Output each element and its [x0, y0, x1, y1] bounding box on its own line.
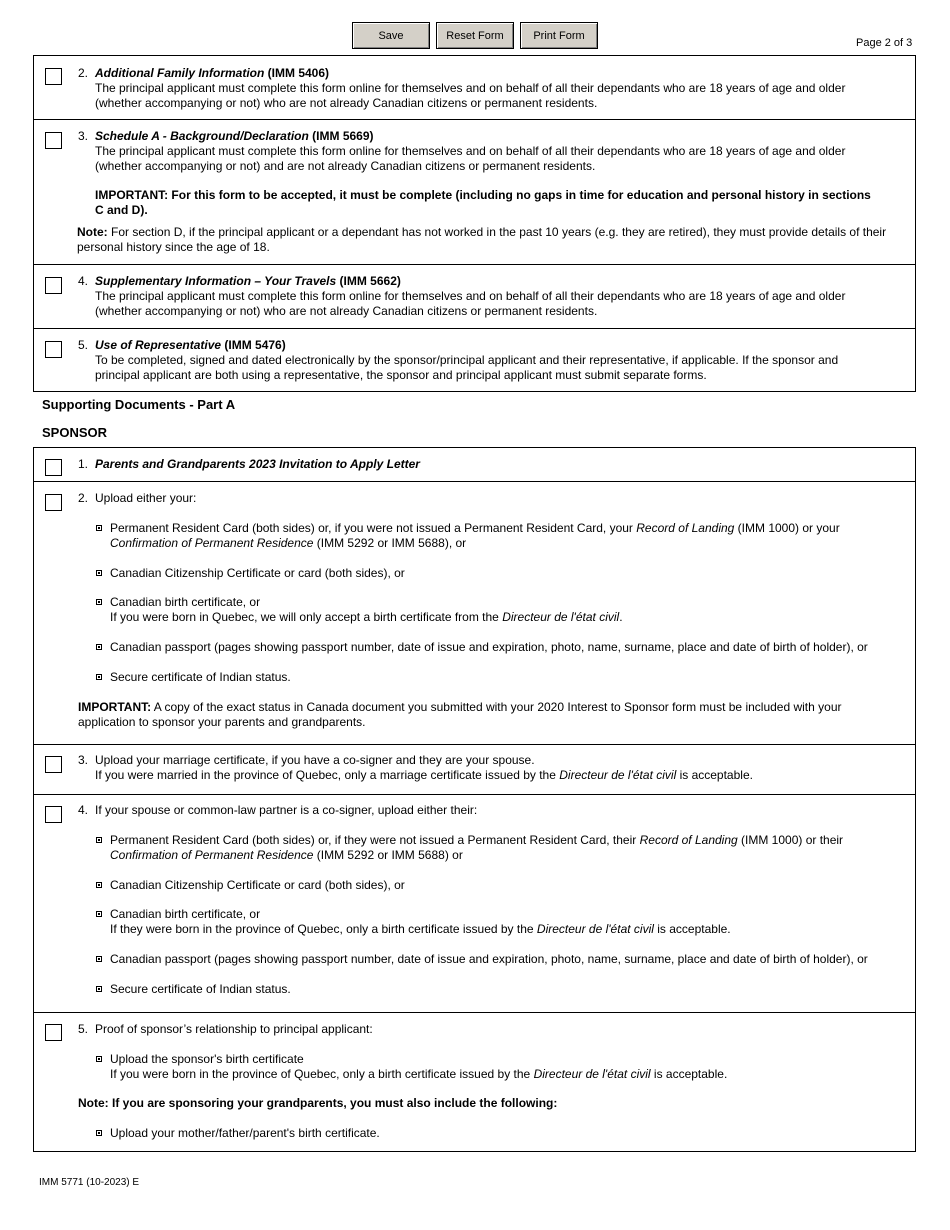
bullet-text: Confirmation of Permanent Residence (IMM 5292 or IMM 5688) or [110, 848, 463, 862]
bullet-text: Upload the sponsor's birth certificate [110, 1052, 304, 1066]
item-code: (IMM 5662) [336, 274, 401, 288]
bullet-icon [96, 599, 102, 605]
checkbox-imm5476[interactable] [45, 341, 62, 358]
item-number: 4. [78, 803, 89, 817]
bullet-icon [96, 674, 102, 680]
item-intro: Proof of sponsor’s relationship to principal applicant: [95, 1022, 373, 1036]
item-intro: Upload your marriage certificate, if you have a co-signer and they are your spouse. [95, 753, 535, 767]
checkbox-imm5669[interactable] [45, 132, 62, 149]
page-number: Page 2 of 3 [856, 37, 913, 49]
form-code: IMM 5771 (10-2023) E [39, 1177, 140, 1188]
item-number: 3. [78, 129, 89, 143]
item-number: 2. [78, 66, 89, 80]
print-form-button[interactable]: Print Form [520, 22, 598, 49]
item-title: Parents and Grandparents 2023 Invitation to Apply Letter [95, 457, 420, 471]
item-title-line [95, 66, 329, 81]
bullet-icon [96, 570, 102, 576]
note-text: personal history since the age of 18. [77, 240, 270, 254]
bullet-icon [96, 1130, 102, 1136]
item-title: Additional Family Information [95, 66, 265, 80]
checklist-item-imm5669 [34, 119, 915, 264]
sponsor-item-3 [34, 744, 915, 794]
forms-checklist [33, 55, 916, 392]
item-description: (whether accompanying or not) who are not already Canadian citizens or permanent residents. [95, 96, 598, 110]
bullet-text: Canadian birth certificate, or [110, 907, 261, 921]
item-description: To be completed, signed and dated electronically by the sponsor/principal applicant and their representative, if applicable. If the sponsor and [95, 353, 839, 367]
item-title: Supplementary Information – Your Travels [95, 274, 337, 288]
reset-form-button[interactable]: Reset Form [436, 22, 514, 49]
bullet-text: If they were born in the province of Quebec, only a birth certificate issued by the Directeur de l'état civil is acceptable. [110, 922, 731, 936]
item-title-line [95, 338, 286, 353]
item-title-line [95, 274, 401, 289]
sponsor-item-5 [34, 1012, 915, 1151]
bullet-text: Upload your mother/father/parent's birth certificate. [110, 1126, 380, 1140]
important-notice: IMPORTANT: A copy of the exact status in Canada document you submitted with your 2020 Interest to Sponsor form must be included with your [78, 700, 842, 714]
checklist-item-imm5406 [34, 56, 915, 119]
section-title: Supporting Documents - Part A [42, 397, 236, 412]
note-label: Note: [77, 225, 108, 239]
save-button[interactable]: Save [352, 22, 430, 49]
checkbox-marriage-certificate[interactable] [45, 756, 62, 773]
subsection-title: SPONSOR [42, 425, 108, 440]
sponsor-item-4 [34, 794, 915, 1012]
item-description: The principal applicant must complete this form online for themselves and on behalf of all their dependants who are 18 years of age and older [95, 144, 846, 158]
item-description: The principal applicant must complete this form online for themselves and on behalf of all their dependants who are 18 years of age and older [95, 81, 846, 95]
checkbox-imm5406[interactable] [45, 68, 62, 85]
bullet-text: Permanent Resident Card (both sides) or, if they were not issued a Permanent Resident Card, their Record of Landing (IMM 1000) or their [110, 833, 844, 847]
item-number: 5. [78, 1022, 89, 1036]
bullet-text: Canadian Citizenship Certificate or card (both sides), or [110, 878, 405, 892]
item-number: 1. [78, 457, 89, 471]
form-toolbar [352, 22, 598, 49]
bullet-icon [96, 956, 102, 962]
bullet-text: Permanent Resident Card (both sides) or, if you were not issued a Permanent Resident Card, your Record of Landing (IMM 1000) or your [110, 521, 840, 535]
item-number: 3. [78, 753, 89, 767]
important-notice: application to sponsor your parents and grandparents. [78, 715, 366, 729]
important-notice: C and D). [95, 203, 148, 217]
checklist-item-imm5476 [34, 328, 915, 391]
sponsor-item-2 [34, 481, 915, 744]
item-title: Schedule A - Background/Declaration [95, 129, 309, 143]
bullet-icon [96, 882, 102, 888]
item-code: (IMM 5476) [221, 338, 286, 352]
item-intro: If your spouse or common-law partner is a co-signer, upload either their: [95, 803, 478, 817]
item-title: Use of Representative [95, 338, 222, 352]
item-description: If you were married in the province of Quebec, only a marriage certificate issued by the Directeur de l'état civil is acceptable. [95, 768, 753, 782]
note-line [77, 225, 886, 240]
bullet-icon [96, 986, 102, 992]
note-text: For section D, if the principal applicant or a dependant has not worked in the past 10 years (e.g. they are retired), they must provide details of their [107, 225, 887, 239]
bullet-text: Canadian birth certificate, or [110, 595, 261, 609]
bullet-icon [96, 1056, 102, 1062]
item-description: (whether accompanying or not) and are not already Canadian citizens or permanent residents. [95, 159, 596, 173]
bullet-icon [96, 525, 102, 531]
bullet-text: If you were born in the province of Quebec, only a birth certificate issued by the Directeur de l'état civil is acceptable. [110, 1067, 728, 1081]
bullet-icon [96, 837, 102, 843]
item-description: The principal applicant must complete this form online for themselves and on behalf of all their dependants who are 18 years of age and older [95, 289, 846, 303]
bullet-text: If you were born in Quebec, we will only accept a birth certificate from the Directeur de l'état civil. [110, 610, 623, 624]
note-text: Note: If you are sponsoring your grandparents, you must also include the following: [78, 1096, 558, 1110]
bullet-text: Secure certificate of Indian status. [110, 670, 291, 684]
checklist-item-imm5662 [34, 264, 915, 328]
item-description: (whether accompanying or not) who are not already Canadian citizens or permanent residents. [95, 304, 598, 318]
item-number: 5. [78, 338, 89, 352]
item-code: (IMM 5406) [264, 66, 330, 80]
bullet-text: Canadian passport (pages showing passport number, date of issue and expiration, photo, name, surname, place and date of birth of holder), or [110, 952, 868, 966]
important-notice: IMPORTANT: For this form to be accepted, it must be complete (including no gaps in time for education and personal history in sections [95, 188, 871, 202]
bullet-icon [96, 644, 102, 650]
bullet-text: Secure certificate of Indian status. [110, 982, 291, 996]
checkbox-invitation-letter[interactable] [45, 459, 62, 476]
checkbox-relationship-proof[interactable] [45, 1024, 62, 1041]
checkbox-imm5662[interactable] [45, 277, 62, 294]
item-number: 2. [78, 491, 89, 505]
bullet-text: Canadian passport (pages showing passport number, date of issue and expiration, photo, name, surname, place and date of birth of holder), or [110, 640, 868, 654]
sponsor-checklist [33, 447, 916, 1152]
bullet-icon [96, 911, 102, 917]
item-description: principal applicant are both using a representative, the sponsor and principal applicant must submit separate forms. [95, 368, 707, 382]
checkbox-cosigner-status[interactable] [45, 806, 62, 823]
sponsor-item-1 [34, 448, 915, 481]
item-intro: Upload either your: [95, 491, 197, 505]
checkbox-status-document[interactable] [45, 494, 62, 511]
item-code: (IMM 5669) [308, 129, 374, 143]
bullet-text: Confirmation of Permanent Residence (IMM 5292 or IMM 5688), or [110, 536, 467, 550]
item-number: 4. [78, 274, 89, 288]
bullet-text: Canadian Citizenship Certificate or card (both sides), or [110, 566, 405, 580]
item-title-line [95, 129, 374, 144]
